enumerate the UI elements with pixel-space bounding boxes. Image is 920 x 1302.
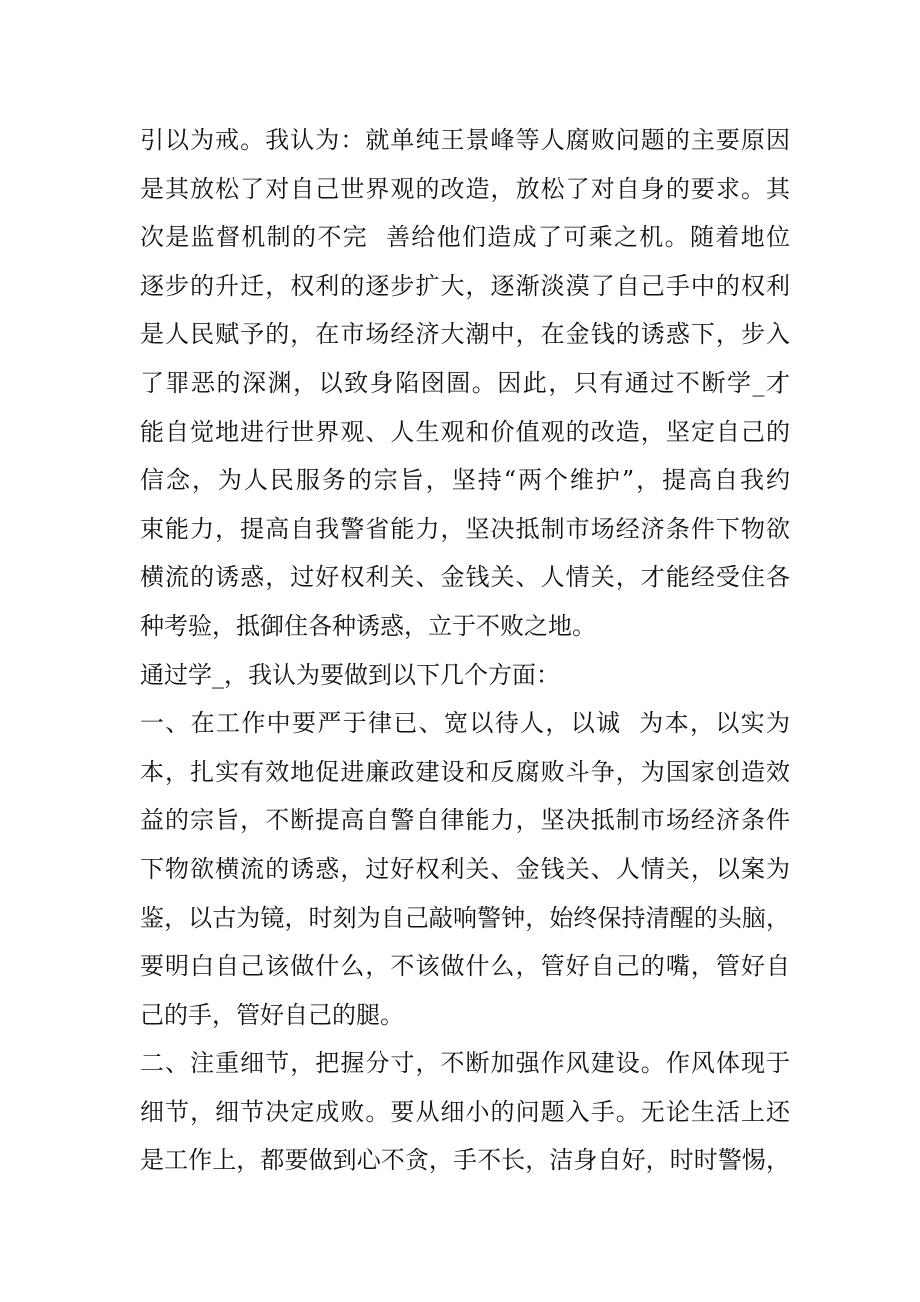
paragraph-1	[140, 116, 790, 651]
text-line: 要明白自己该做什么，不该做什么，管好自己的嘴，管好自	[140, 952, 790, 981]
text-line: 能自觉地进行世界观、人生观和价值观的改造，坚定自己的	[140, 417, 790, 446]
paragraph-3	[140, 699, 790, 1039]
text-line: 是人民赋予的，在市场经济大潮中，在金钱的诱惑下，步入	[140, 320, 790, 349]
text-line: 次是监督机制的不完 善给他们造成了可乘之机。随着地位	[140, 223, 790, 252]
text-line: 益的宗旨，不断提高自警自律能力，坚决抵制市场经济条件	[140, 806, 790, 835]
text-line: 了罪恶的深渊，以致身陷囹圄。因此，只有通过不断学_才	[140, 368, 790, 397]
text-line: 二、注重细节，把握分寸，不断加强作风建设。作风体现于	[140, 1049, 790, 1078]
text-line: 引以为戒。我认为：就单纯王景峰等人腐败问题的主要原因	[140, 126, 790, 154]
paragraph-4	[140, 1039, 790, 1185]
text-line: 本，扎实有效地促进廉政建设和反腐败斗争，为国家创造效	[140, 757, 790, 786]
text-line: 细节，细节决定成败。要从细小的问题入手。无论生活上还	[140, 1097, 790, 1126]
text-line: 束能力，提高自我警省能力，坚决抵制市场经济条件下物欲	[140, 514, 790, 543]
text-line: 通过学_，我认为要做到以下几个方面：	[140, 660, 560, 689]
text-line: 横流的诱惑，过好权利关、金钱关、人情关，才能经受住各	[140, 563, 790, 592]
text-line: 是工作上，都要做到心不贪，手不长，洁身自好，时时警惕，	[140, 1146, 790, 1175]
text-line: 逐步的升迁，权利的逐步扩大，逐渐淡漠了自己手中的权利	[140, 271, 790, 300]
text-line: 鉴，以古为镜，时刻为自己敲响警钟，始终保持清醒的头脑，	[140, 903, 790, 932]
paragraph-2	[140, 651, 790, 700]
text-line: 一、在工作中要严于律已、宽以待人，以诚 为本，以实为	[140, 709, 790, 738]
text-line: 是其放松了对自己世界观的改造，放松了对自身的要求。其	[140, 174, 790, 203]
text-line: 己的手，管好自己的腿。	[140, 1000, 404, 1029]
text-line: 下物欲横流的诱惑，过好权利关、金钱关、人情关，以案为	[140, 854, 790, 883]
document-body	[140, 116, 790, 1185]
text-line: 种考验，抵御住各种诱惑，立于不败之地。	[140, 611, 596, 640]
text-line: 信念，为人民服务的宗旨，坚持“两个维护”，提高自我约	[140, 466, 790, 495]
